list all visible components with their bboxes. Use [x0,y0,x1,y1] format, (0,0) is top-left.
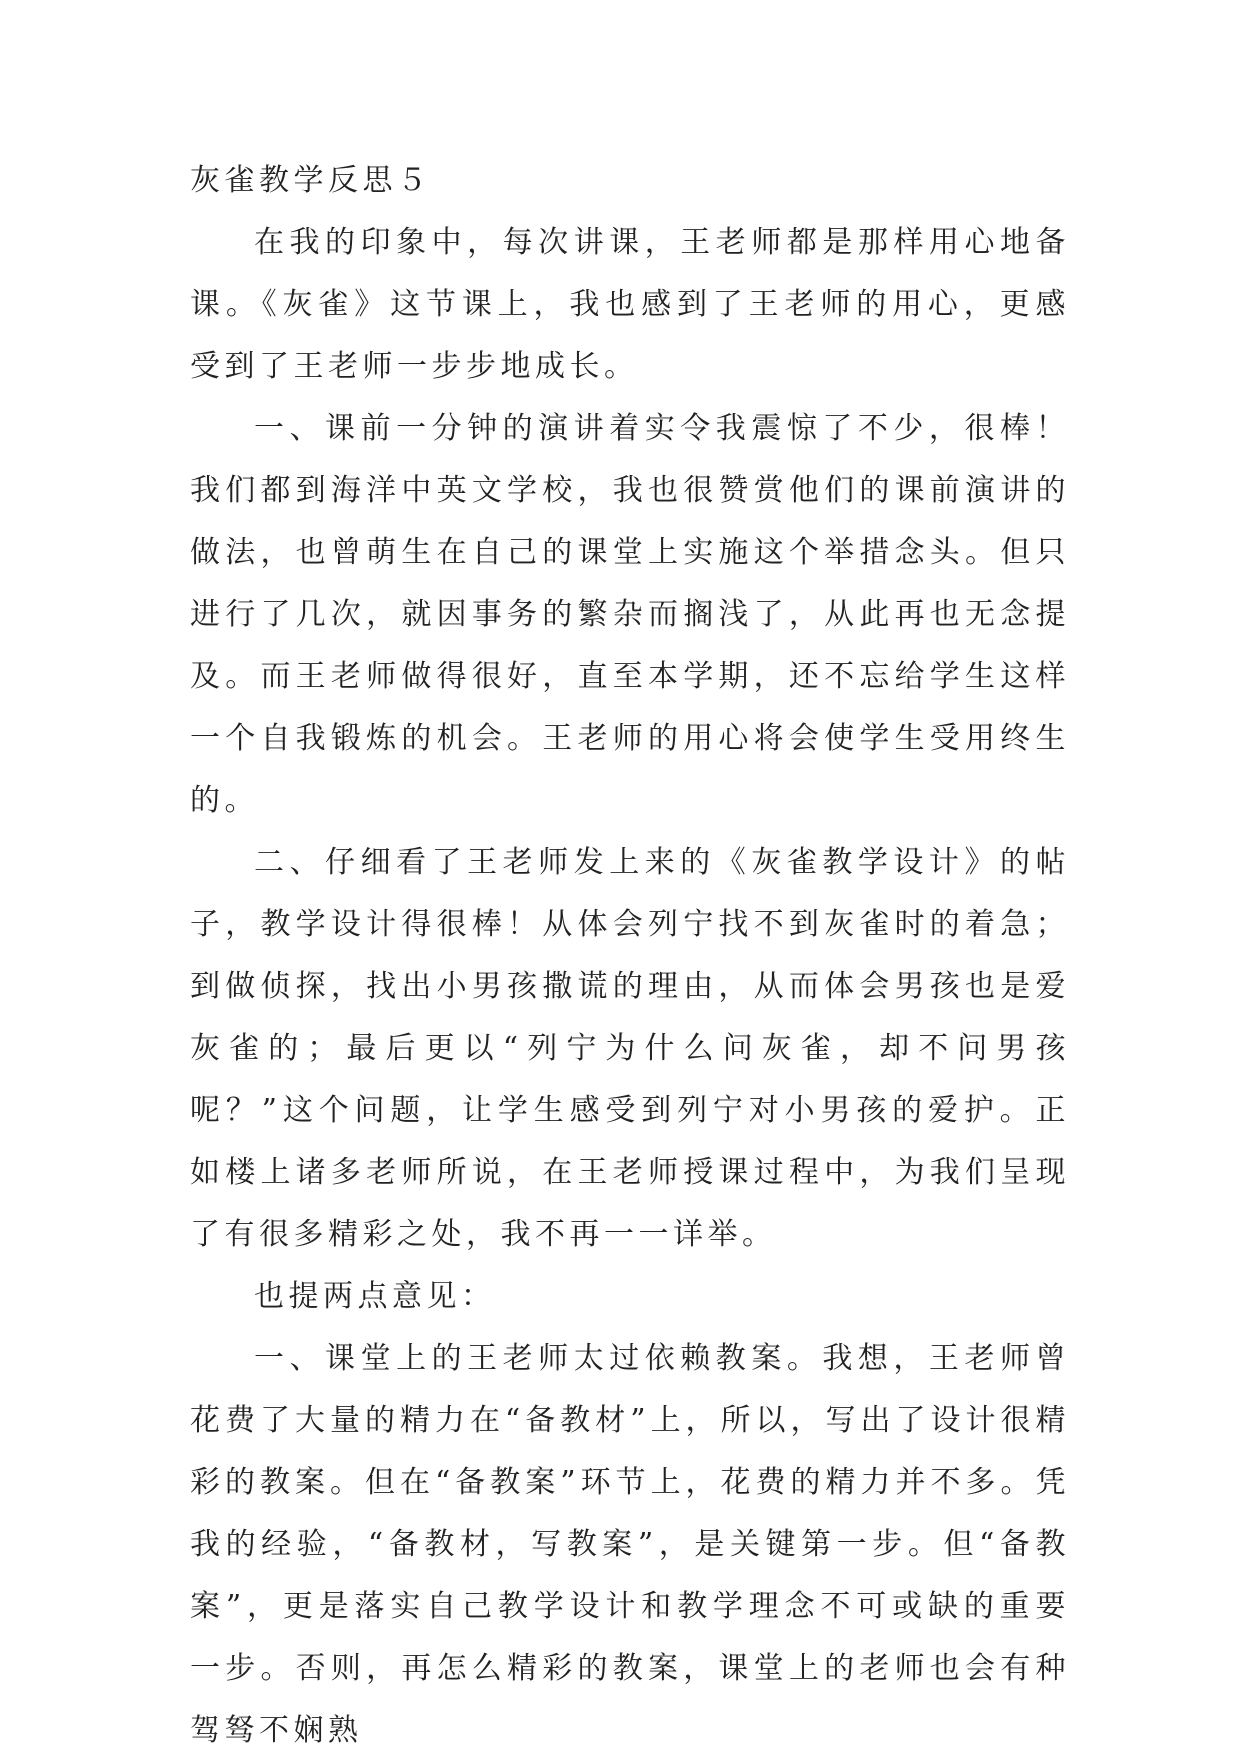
paragraph-point-two: 二、仔细看了王老师发上来的《灰雀教学设计》的帖子，教学设计得很棒！从体会列宁找不到灰雀时的着急；到做侦探，找出小男孩撒谎的理由，从而体会男孩也是爱灰雀的；最后更以“列宁为什么问灰雀，却不问男孩呢？”这个问题，让学生感受到列宁对小男孩的爱护。正如楼上诸多老师所说，在王老师授课过程中，为我们呈现了有很多精彩之处，我不再一一详举。 [190,845,1070,1252]
document-body [190,150,1070,1762]
paragraph-suggestion-one: 一、课堂上的王老师太过依赖教案。我想，王老师曾花费了大量的精力在“备教材”上，所以，写出了设计很精彩的教案。但在“备教案”环节上，花费的精力并不多。凭我的经验，“备教材，写教案”，是关键第一步。但“备教案”，更是落实自己教学设计和教学理念不可或缺的重要一步。否则，再怎么精彩的教案，课堂上的老师也会有种驾驽不娴熟 [190,1341,1070,1748]
paragraph-point-one: 一、课前一分钟的演讲着实令我震惊了不少，很棒！我们都到海洋中英文学校，我也很赞赏他们的课前演讲的做法，也曾萌生在自己的课堂上实施这个举措念头。但只进行了几次，就因事务的繁杂而搁浅了，从此再也无念提及。而王老师做得很好，直至本学期，还不忘给学生这样一个自我锻炼的机会。王老师的用心将会使学生受用终生的。 [190,411,1070,818]
paragraph-intro: 在我的印象中，每次讲课，王老师都是那样用心地备课。《灰雀》这节课上，我也感到了王老师的用心，更感受到了王老师一步步地成长。 [190,225,1070,384]
document-title: 灰雀教学反思５ [190,163,432,198]
paragraph-suggestions-heading: 也提两点意见： [254,1279,496,1314]
